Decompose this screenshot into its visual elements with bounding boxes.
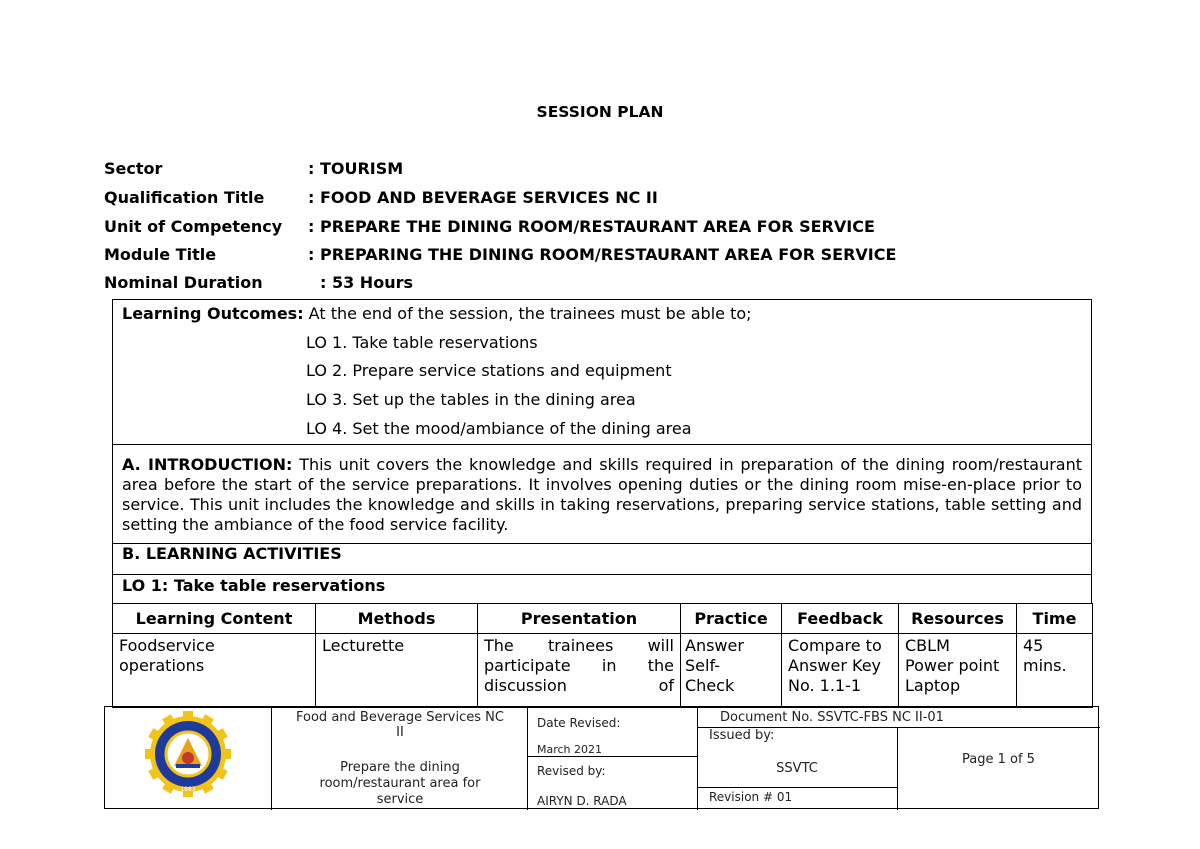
module-line1: Prepare the dining <box>340 760 460 775</box>
document-number: Document No. SSVTC-FBS NC II-01 <box>720 710 944 725</box>
unit-value: : PREPARE THE DINING ROOM/RESTAURANT AREA FOR SERVICE <box>308 217 875 236</box>
learning-activities-heading: B. LEARNING ACTIVITIES <box>122 544 342 563</box>
cell-line: Answer <box>685 636 744 655</box>
cell-methods: Lecturette <box>316 634 478 708</box>
qualification-label: Qualification Title <box>104 188 265 207</box>
cell-line: participate in the <box>484 656 674 675</box>
lo-item: LO 2. Prepare service stations and equipment <box>306 361 672 380</box>
seal-year: 1983 <box>180 786 196 793</box>
issued-by-value: SSVTC <box>776 761 818 776</box>
introduction-box <box>112 445 1092 544</box>
sector-label: Sector <box>104 159 163 178</box>
cell-feedback <box>782 634 899 708</box>
sector-value: : TOURISM <box>308 159 404 178</box>
divider <box>271 707 272 810</box>
cell-line: Answer Key <box>788 656 882 675</box>
cell-time <box>1017 634 1093 708</box>
column-header: Presentation <box>478 604 681 634</box>
learning-outcomes-heading <box>122 304 752 323</box>
activities-table <box>112 603 1093 708</box>
column-header: Methods <box>316 604 478 634</box>
learning-outcomes-label: Learning Outcomes: <box>122 304 304 323</box>
module-value: : PREPARING THE DINING ROOM/RESTAURANT AREA FOR SERVICE <box>308 245 897 264</box>
introduction-body: This unit covers the knowledge and skills required in preparation of the dining room/restaurant area before the start of the service preparations. It involves opening duties or the dining room mise-en-place prior to service. This unit includes the knowledge and skills in taking reservations, preparing service stations, table setting and setting the ambiance of the food service facility. <box>122 455 1083 534</box>
divider <box>697 707 698 810</box>
cell-content <box>113 634 316 708</box>
column-header: Resources <box>899 604 1017 634</box>
learning-outcomes-box <box>112 299 1092 445</box>
duration-label: Nominal Duration <box>104 273 263 292</box>
cell-line: Compare to <box>788 636 882 655</box>
column-header: Time <box>1017 604 1093 634</box>
column-header: Learning Content <box>113 604 316 634</box>
unit-label: Unit of Competency <box>104 217 283 236</box>
lo1-heading-box <box>112 575 1092 604</box>
lo1-heading: LO 1: Take table reservations <box>122 576 386 595</box>
date-revised-value: March 2021 <box>537 743 603 756</box>
document-footer <box>104 706 1099 809</box>
duration-value: : 53 Hours <box>320 273 413 292</box>
cell-line: Check <box>685 676 735 695</box>
cell-line: Laptop <box>905 676 961 695</box>
cell-line: discussion of <box>484 676 674 695</box>
lo-item: LO 4. Set the mood/ambiance of the dining area <box>306 419 692 438</box>
cell-line: CBLM <box>905 636 950 655</box>
course-line2: II <box>396 725 404 740</box>
cell-line: 45 <box>1023 636 1044 655</box>
cell-line: No. 1.1-1 <box>788 676 862 695</box>
column-header: Feedback <box>782 604 899 634</box>
cell-resources <box>899 634 1017 708</box>
revised-by-label: Revised by: <box>537 764 606 778</box>
divider <box>527 707 528 810</box>
cell-line: mins. <box>1023 656 1067 675</box>
revision-number: Revision # 01 <box>709 790 793 804</box>
school-seal-logo <box>145 711 231 797</box>
cell-line: Foodservice <box>119 636 215 655</box>
page-number: Page 1 of 5 <box>962 752 1035 767</box>
issued-by-label: Issued by: <box>709 728 775 743</box>
lo-item: LO 1. Take table reservations <box>306 333 538 352</box>
divider <box>527 756 697 757</box>
cell-line: Power point <box>905 656 1000 675</box>
cell-presentation <box>478 634 681 708</box>
cell-line: Self- <box>685 656 720 675</box>
divider <box>897 727 898 810</box>
qualification-value: : FOOD AND BEVERAGE SERVICES NC II <box>308 188 658 207</box>
column-header: Practice <box>681 604 782 634</box>
gear-seal-icon <box>145 711 231 797</box>
introduction-label: A. INTRODUCTION: <box>122 455 293 474</box>
date-revised-label: Date Revised: <box>537 716 621 730</box>
learning-outcomes-intro: At the end of the session, the trainees must be able to; <box>303 304 752 323</box>
lo-item: LO 3. Set up the tables in the dining area <box>306 390 636 409</box>
cell-line: The trainees will <box>484 636 674 655</box>
module-line3: service <box>376 792 424 807</box>
table-header-row <box>113 604 1093 634</box>
page-title: SESSION PLAN <box>536 103 664 121</box>
revised-by-value: AIRYN D. RADA <box>537 794 627 808</box>
divider <box>697 787 897 788</box>
cell-line: operations <box>119 656 205 675</box>
learning-activities-box <box>112 544 1092 575</box>
introduction-text <box>122 455 1082 535</box>
module-label: Module Title <box>104 245 217 264</box>
module-line2: room/restaurant area for <box>319 776 481 791</box>
cell-practice <box>681 634 782 708</box>
table-row <box>113 634 1093 708</box>
course-line1: Food and Beverage Services NC <box>296 710 504 725</box>
